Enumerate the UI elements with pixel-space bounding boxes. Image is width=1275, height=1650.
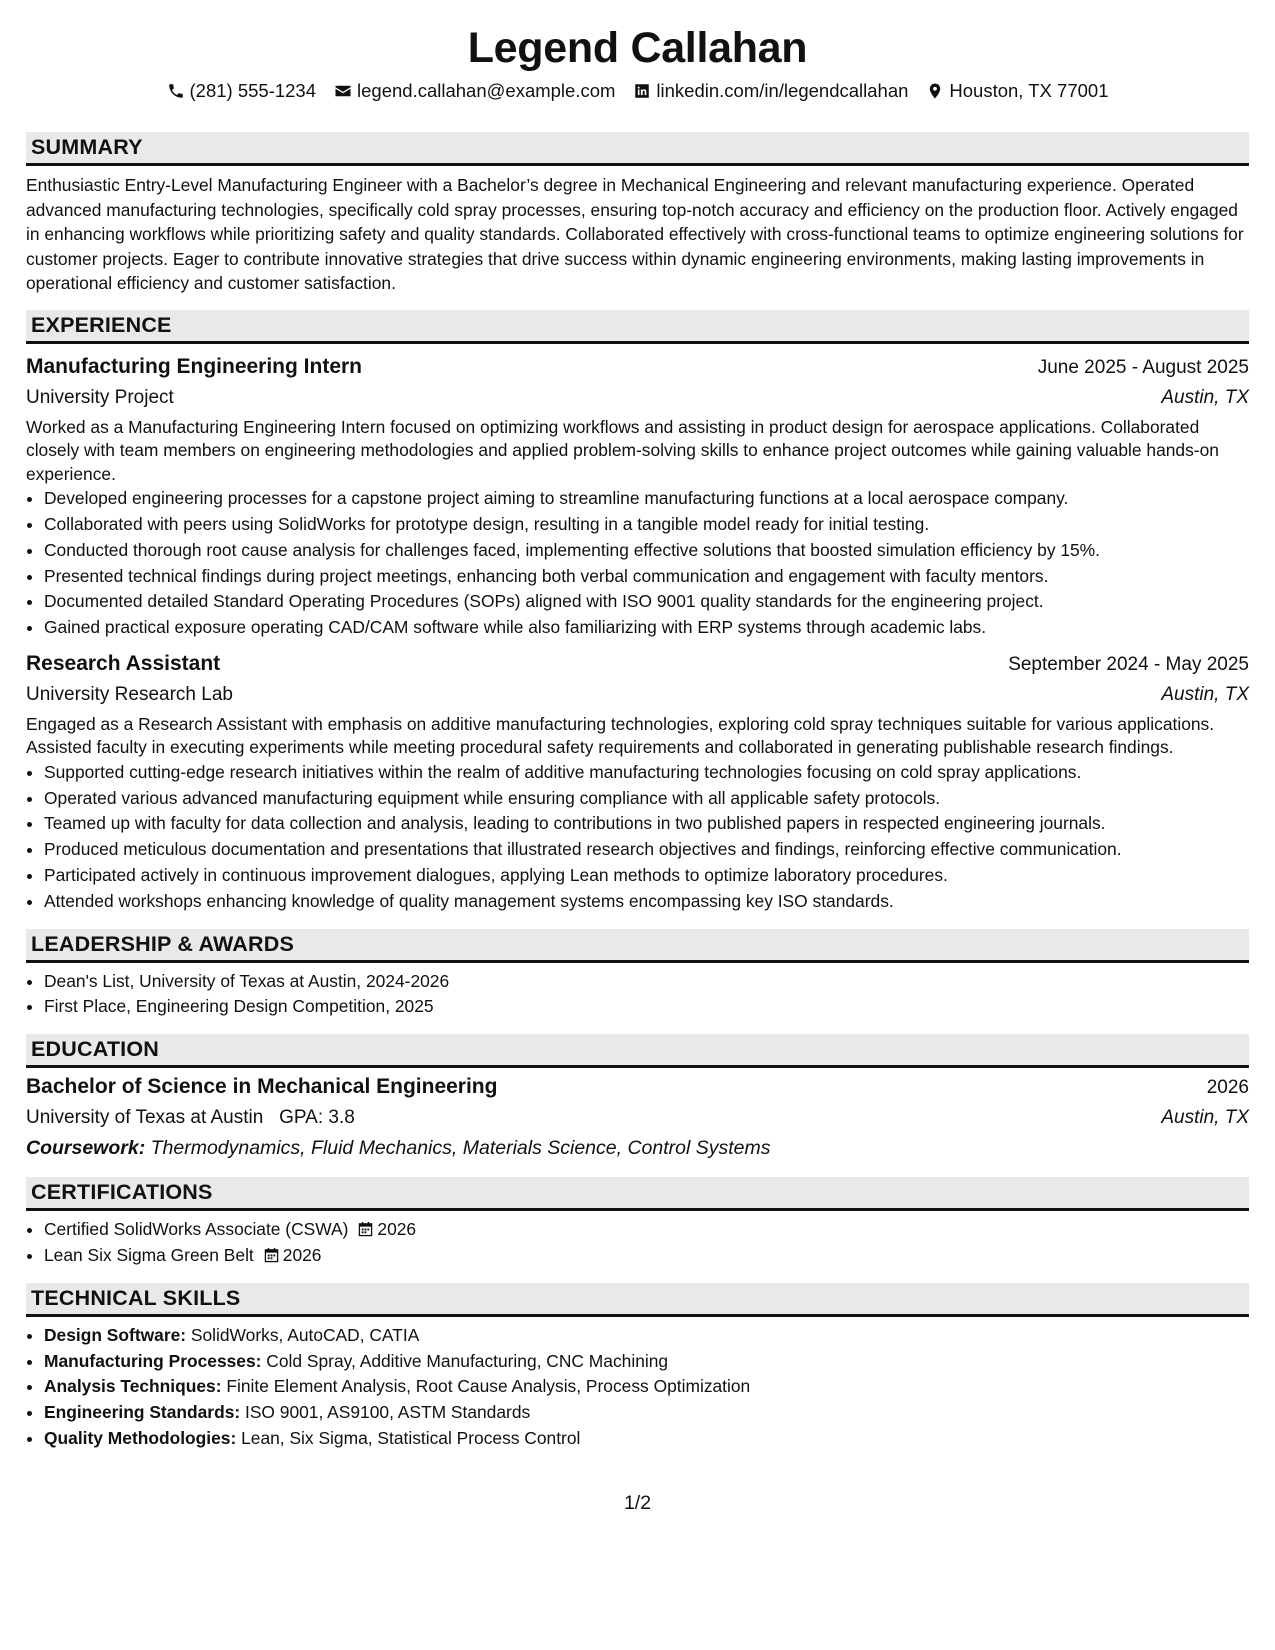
section-header [26, 310, 1249, 344]
section-title: EXPERIENCE [31, 312, 172, 337]
skill-value: Lean, Six Sigma, Statistical Process Control [241, 1427, 581, 1448]
contact-linkedin[interactable] [633, 78, 908, 104]
degree-name: Bachelor of Science in Mechanical Engineering [26, 1075, 498, 1099]
coursework-list: Thermodynamics, Fluid Mechanics, Materials Science, Control Systems [150, 1137, 771, 1160]
section-header [26, 132, 1249, 166]
section-title: LEADERSHIP & AWARDS [31, 931, 295, 956]
contact-email[interactable] [334, 78, 615, 104]
envelope-icon [334, 82, 352, 100]
job-bullets [26, 760, 1249, 915]
job-header [26, 649, 1249, 680]
skill-label: Design Software: [44, 1324, 187, 1345]
linkedin-link[interactable]: linkedin.com/in/legendcallahan [656, 80, 909, 101]
job-entry [26, 352, 1249, 641]
job-organization: University Project [26, 386, 174, 408]
phone-icon [167, 82, 185, 100]
bullet-item: • Operated various advanced manufacturing equipment while ensuring compliance with all applicable safety protocols. [44, 786, 1249, 812]
school-name: University of Texas at Austin [26, 1107, 264, 1129]
job-header [26, 352, 1249, 383]
contact-phone [167, 78, 317, 104]
school-info [26, 1103, 355, 1133]
coursework [26, 1133, 1249, 1163]
bullet-item: • Gained practical exposure operating CAD/CAM software while also familiarizing with ERP systems through academic labs. [44, 615, 1249, 641]
section-header [26, 929, 1249, 963]
job-description: Worked as a Manufacturing Engineering Intern focused on optimizing workflows and assisting in product design for aerospace applications. Collaborated closely with team members on engineering methodologies and applied problem-solving skills to enhance project outcomes while gaining valuable hands-on experience. [26, 416, 1219, 484]
bullet-item: • Participated actively in continuous improvement dialogues, applying Lean methods to optimize laboratory procedures. [44, 863, 1249, 889]
skills-section [26, 1283, 1249, 1452]
section-header [26, 1283, 1249, 1317]
summary-text: Enthusiastic Entry-Level Manufacturing Engineer with a Bachelor’s degree in Mechanical Engineering and relevant manufacturing experience. Operated advanced manufacturing technologies, specifically cold spray processes, ensuring top-notch accuracy and efficiency on the production floor. Actively engaged in enhancing workflows while prioritizing safety and quality standards. Collaborated effectively with cross-functional teams to optimize engineering solutions for customer projects. Eager to contribute innovative strategies that drive success within dynamic engineering environments, making lasting improvements in operational efficiency and customer satisfaction. [26, 175, 1244, 294]
gpa: GPA: 3.8 [279, 1107, 355, 1129]
certification-year: 2026 [377, 1219, 417, 1240]
certification-year: 2026 [282, 1244, 322, 1265]
awards-list [26, 969, 1249, 1021]
award-item: • Dean's List, University of Texas at Austin, 2024-2026 [44, 969, 1249, 995]
job-bullets [26, 486, 1249, 641]
skill-item [44, 1323, 1249, 1349]
job-dates: September 2024 - May 2025 [1008, 653, 1249, 675]
education-entry [26, 1072, 1249, 1163]
linkedin-icon [633, 82, 651, 100]
calendar-icon [358, 1219, 373, 1235]
bullet-item: • Conducted thorough root cause analysis for challenges faced, implementing effective solutions that boosted simulation efficiency by 15%. [44, 538, 1249, 564]
award-item: • First Place, Engineering Design Competition, 2025 [44, 994, 1249, 1020]
skill-value: Cold Spray, Additive Manufacturing, CNC Machining [266, 1350, 669, 1371]
skill-label: Engineering Standards: [44, 1402, 241, 1423]
bullet-item: • Teamed up with faculty for data collection and analysis, leading to contributions in two published papers in respected engineering journals. [44, 811, 1249, 837]
job-subheader [26, 383, 1249, 413]
summary-section [26, 132, 1249, 296]
school-row [26, 1103, 1249, 1133]
email-link[interactable]: legend.callahan@example.com [357, 80, 616, 101]
skill-label: Analysis Techniques: [44, 1376, 222, 1397]
certifications-section [26, 1177, 1249, 1269]
phone-text: (281) 555-1234 [189, 80, 317, 101]
bullet-item: • Collaborated with peers using SolidWorks for prototype design, resulting in a tangible model ready for initial testing. [44, 512, 1249, 538]
page-number: 1/2 [623, 1492, 652, 1514]
skill-item [44, 1374, 1249, 1400]
skill-value: Finite Element Analysis, Root Cause Analysis, Process Optimization [226, 1376, 751, 1397]
job-entry [26, 649, 1249, 915]
graduation-year: 2026 [1206, 1077, 1249, 1099]
certification-item [44, 1243, 1249, 1269]
coursework-label: Coursework: [26, 1137, 146, 1160]
experience-section [26, 310, 1249, 915]
skills-list [26, 1323, 1249, 1452]
skill-item [44, 1400, 1249, 1426]
contact-location [926, 78, 1108, 104]
skill-value: ISO 9001, AS9100, ASTM Standards [245, 1402, 531, 1423]
skill-item [44, 1349, 1249, 1375]
job-description: Engaged as a Research Assistant with emphasis on additive manufacturing technologies, exploring cold spray techniques suitable for various applications. Assisted faculty in executing experiments while meeting procedural safety requirements and collaborated in generating publishable research findings. [26, 713, 1215, 758]
map-pin-icon [926, 82, 944, 100]
school-location: Austin, TX [1161, 1107, 1249, 1129]
awards-section [26, 929, 1249, 1021]
section-title: SUMMARY [31, 135, 143, 159]
bullet-item: • Attended workshops enhancing knowledge of quality management systems encompassing key ISO standards. [44, 889, 1249, 915]
certification-name: Certified SolidWorks Associate (CSWA) [44, 1219, 349, 1240]
resume-page [26, 0, 1249, 1452]
certification-name: Lean Six Sigma Green Belt [44, 1244, 254, 1265]
section-title: TECHNICAL SKILLS [31, 1285, 241, 1310]
job-title: Manufacturing Engineering Intern [26, 354, 363, 378]
bullet-item: • Developed engineering processes for a capstone project aiming to streamline manufacturing functions at a local aerospace company. [44, 486, 1249, 512]
candidate-name: Legend Callahan [467, 24, 808, 72]
bullet-item: • Documented detailed Standard Operating Procedures (SOPs) aligned with ISO 9001 quality standards for the engineering project. [44, 589, 1249, 615]
skill-item [44, 1426, 1249, 1452]
job-location: Austin, TX [1161, 683, 1249, 705]
section-header [26, 1177, 1249, 1211]
bullet-item: • Supported cutting-edge research initiatives within the realm of additive manufacturing technologies focusing on cold spray applications. [44, 760, 1249, 786]
certification-item [44, 1217, 1249, 1243]
calendar-icon [264, 1245, 279, 1261]
section-header [26, 1034, 1249, 1068]
job-organization: University Research Lab [26, 683, 233, 705]
skill-label: Quality Methodologies: [44, 1427, 237, 1448]
bullet-item: • Produced meticulous documentation and presentations that illustrated research objectives and findings, reinforcing effective communication. [44, 837, 1249, 863]
job-subheader [26, 680, 1249, 710]
certifications-list [26, 1217, 1249, 1269]
degree-row [26, 1072, 1249, 1103]
job-location: Austin, TX [1161, 386, 1249, 408]
education-section [26, 1034, 1249, 1163]
section-title: CERTIFICATIONS [31, 1180, 213, 1205]
contact-bar [26, 78, 1249, 104]
skill-label: Manufacturing Processes: [44, 1350, 262, 1371]
bullet-item: • Presented technical findings during project meetings, enhancing both verbal communication and engagement with faculty mentors. [44, 564, 1249, 590]
job-title: Research Assistant [26, 651, 221, 675]
skill-value: SolidWorks, AutoCAD, CATIA [190, 1324, 420, 1345]
location-text: Houston, TX 77001 [949, 80, 1109, 101]
section-title: EDUCATION [31, 1037, 160, 1062]
job-dates: June 2025 - August 2025 [1037, 356, 1249, 378]
